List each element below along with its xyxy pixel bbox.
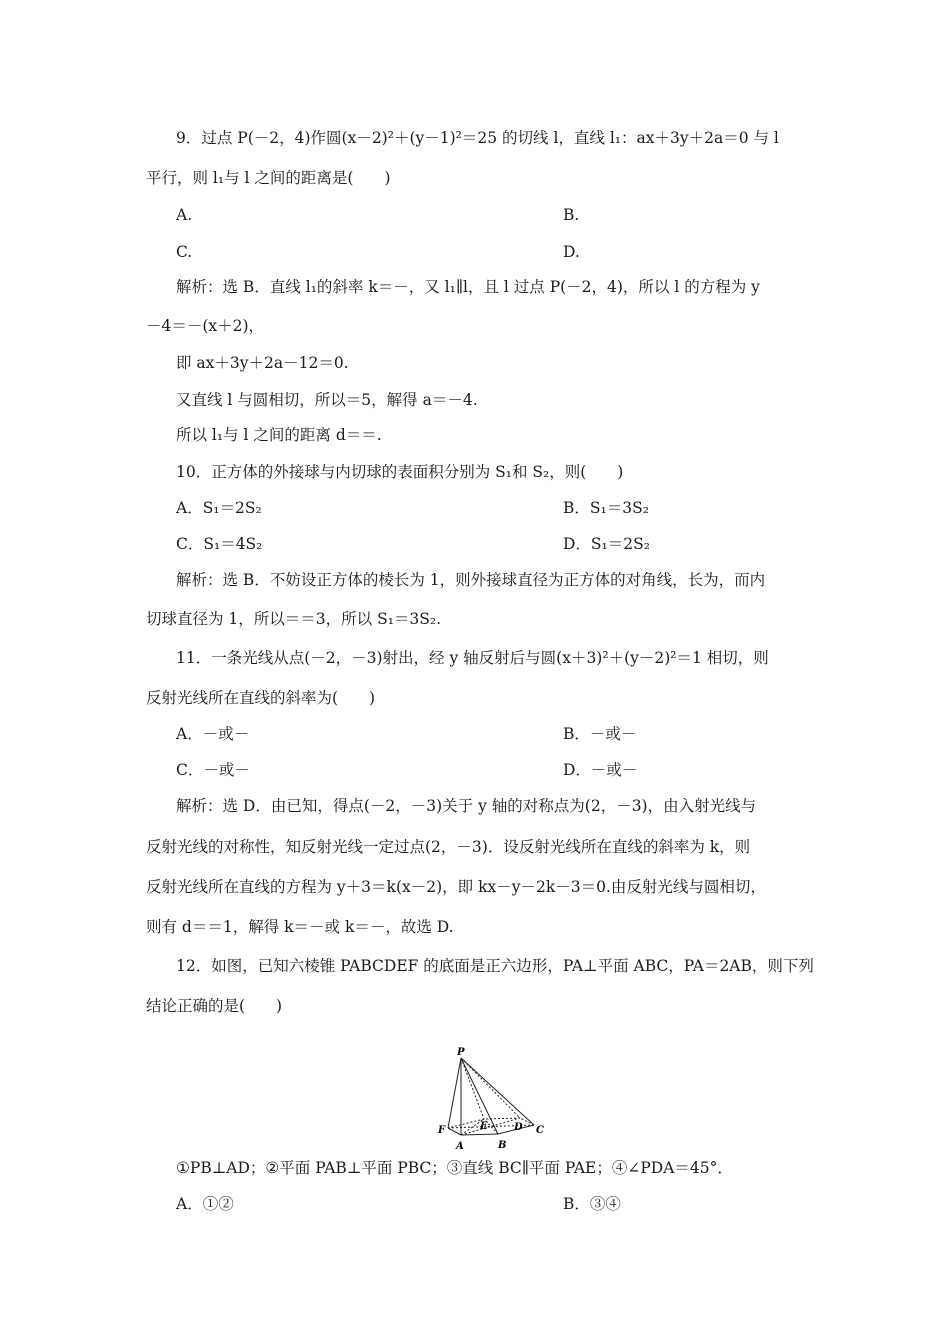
edge-pf xyxy=(448,1058,461,1128)
q11-option-d: D．－或－ xyxy=(563,761,638,779)
q9-solution-line2: －4＝－(x＋2)， xyxy=(146,317,265,335)
edge-pd xyxy=(461,1058,520,1118)
label-e: E xyxy=(480,1121,488,1132)
q9-stem-line2: 平行，则 l₁与 l 之间的距离是( ) xyxy=(146,169,391,187)
q11-option-b: B．－或－ xyxy=(563,725,637,743)
q9-solution-line5: 所以 l₁与 l 之间的距离 d＝＝. xyxy=(176,426,382,444)
label-f: F xyxy=(438,1125,446,1136)
q9-stem-line1: 9．过点 P(－2，4)作圆(x－2)²＋(y－1)²＝25 的切线 l，直线 l₁：ax＋3y＋2a＝0 与 l xyxy=(176,129,779,147)
q11-solution-line2: 反射光线的对称性，知反射光线一定过点(2，－3)．设反射光线所在直线的斜率为 k，则 xyxy=(146,838,751,856)
label-b: B xyxy=(498,1140,507,1151)
q10-option-b: B．S₁＝3S₂ xyxy=(563,499,649,517)
q11-solution-line1: 解析：选 D．由已知，得点(－2，－3)关于 y 轴的对称点为(2，－3)，由入射光线与 xyxy=(176,797,757,815)
q11-option-c: C．－或－ xyxy=(176,761,250,779)
q12-stem-line2: 结论正确的是( ) xyxy=(146,997,283,1015)
q9-solution-line4: 又直线 l 与圆相切，所以＝5，解得 a＝－4. xyxy=(176,391,478,409)
q10-solution-line1: 解析：选 B．不妨设正方体的棱长为 1，则外接球直径为正方体的对角线，长为，而内 xyxy=(176,571,766,589)
q11-solution-line3: 反射光线所在直线的方程为 y＋3＝k(x－2)，即 kx－y－2k－3＝0.由反射光线与圆相切， xyxy=(146,878,766,896)
q12-statements: ①PB⊥AD；②平面 PAB⊥平面 PBC；③直线 BC∥平面 PAE；④∠PDA＝45°． xyxy=(176,1159,733,1177)
hexagonal-pyramid-figure xyxy=(430,1045,560,1157)
label-p: P xyxy=(457,1047,465,1058)
pyramid-diagram xyxy=(430,1045,560,1157)
edge-de xyxy=(484,1118,520,1119)
q11-stem-line1: 11．一条光线从点(－2，－3)射出，经 y 轴反射后与圆(x＋3)²＋(y－2)²＝1 相切，则 xyxy=(176,649,769,667)
edge-ef xyxy=(448,1119,484,1128)
q12-option-a: A．①② xyxy=(176,1195,234,1213)
edge-fa xyxy=(448,1128,461,1135)
q9-solution-line3: 即 ax＋3y＋2a－12＝0. xyxy=(176,354,349,372)
q10-option-d: D．S₁＝2S₂ xyxy=(563,535,650,553)
q9-option-d: D. xyxy=(563,243,580,261)
q11-stem-line2: 反射光线所在直线的斜率为( ) xyxy=(146,689,376,707)
diag-ad xyxy=(461,1118,520,1135)
label-d: D xyxy=(514,1122,523,1133)
q9-option-a: A. xyxy=(176,206,193,224)
label-c: C xyxy=(536,1125,544,1136)
q10-option-c: C．S₁＝4S₂ xyxy=(176,535,263,553)
q9-option-b: B. xyxy=(563,206,580,224)
edge-pc xyxy=(461,1058,534,1125)
edge-pe xyxy=(461,1058,484,1119)
q9-solution-line1: 解析：选 B．直线 l₁的斜率 k＝－，又 l₁∥l，且 l 过点 P(－2，4)，所以 l 的方程为 y xyxy=(176,278,760,296)
label-a: A xyxy=(456,1141,464,1152)
q10-stem: 10．正方体的外接球与内切球的表面积分别为 S₁和 S₂，则( ) xyxy=(176,463,624,481)
q12-option-b: B．③④ xyxy=(563,1195,621,1213)
q9-option-c: C. xyxy=(176,243,193,261)
q12-stem-line1: 12．如图，已知六棱锥 PABCDEF 的底面是正六边形，PA⊥平面 ABC，PA＝2AB，则下列 xyxy=(176,957,814,975)
edge-ab xyxy=(461,1134,498,1135)
q10-solution-line2: 切球直径为 1，所以＝＝3，所以 S₁＝3S₂. xyxy=(146,610,442,628)
q10-option-a: A．S₁＝2S₂ xyxy=(176,499,262,517)
q11-option-a: A．－或－ xyxy=(176,725,250,743)
q11-solution-line4: 则有 d＝＝1，解得 k＝－或 k＝－，故选 D. xyxy=(146,918,454,936)
